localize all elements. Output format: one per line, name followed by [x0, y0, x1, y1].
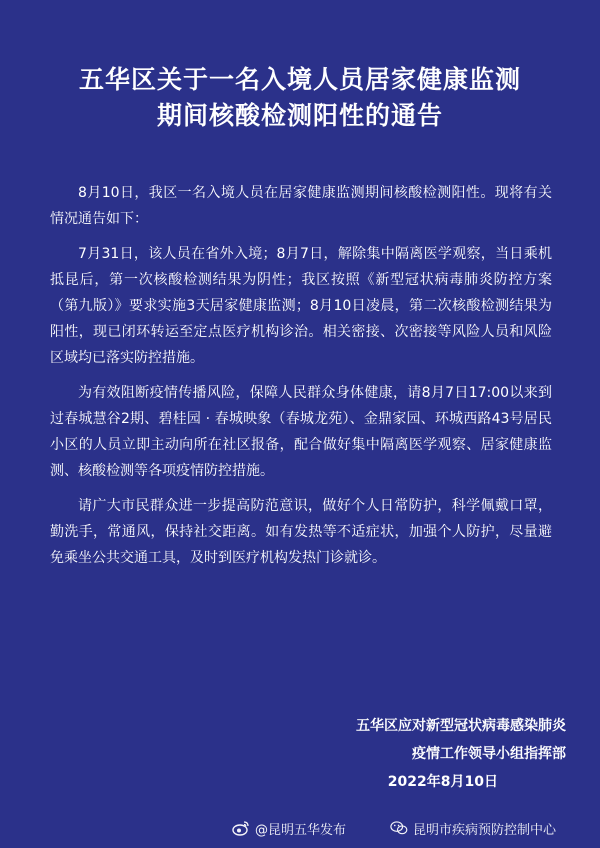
paragraph-advice: 请广大市民群众进一步提高防范意识，做好个人日常防护，科学佩戴口罩，勤洗手，常通风，保持社交距离。如有发热等不适症状，加强个人防护，尽量避免乘坐公共交通工具，及时到医疗机构发热门诊就诊。 — [50, 498, 552, 566]
weibo-account-text: @昆明五华发布 — [255, 822, 347, 838]
notice-body — [50, 180, 552, 580]
wechat-icon — [390, 819, 408, 837]
title-line-2: 期间核酸检测阳性的通告 — [156, 101, 443, 130]
notice-title — [40, 62, 560, 134]
signature-date: 2022年8月10日 — [387, 774, 498, 790]
weibo-icon — [232, 819, 250, 837]
signature-block — [306, 712, 566, 796]
wechat-account-text: 昆明市疾病预防控制中心 — [413, 822, 557, 838]
paragraph-details: 7月31日，该人员在省外入境；8月7日，解除集中隔离医学观察，当日乘机抵昆后，第一次核酸检测结果为阴性；我区按照《新型冠状病毒肺炎防控方案（第九版）》要求实施3天居家健康监测；8月10日凌晨，第二次核酸检测结果为阳性，现已闭环转运至定点医疗机构诊治。相关密接、次密接等风险人员和风险区域均已落实防控措施。 — [50, 246, 552, 366]
weibo-watermark — [232, 815, 346, 841]
signature-line-1: 五华区应对新型冠状病毒感染肺炎 — [356, 718, 566, 734]
wechat-watermark — [390, 815, 556, 841]
title-line-1: 五华区关于一名入境人员居家健康监测 — [78, 65, 521, 94]
signature-line-2: 疫情工作领导小组指挥部 — [412, 746, 566, 762]
paragraph-request: 为有效阻断疫情传播风险，保障人民群众身体健康，请8月7日17:00以来到过春城慧谷2期、碧桂园 · 春城映象（春城龙苑）、金鼎家园、环城西路43号居民小区的人员立即主动向所在社区报备，配合做好集中隔离医学观察、居家健康监测、核酸检测等各项疫情防控措施。 — [50, 385, 552, 479]
paragraph-intro: 8月10日，我区一名入境人员在居家健康监测期间核酸检测阳性。现将有关情况通告如下： — [50, 185, 552, 227]
